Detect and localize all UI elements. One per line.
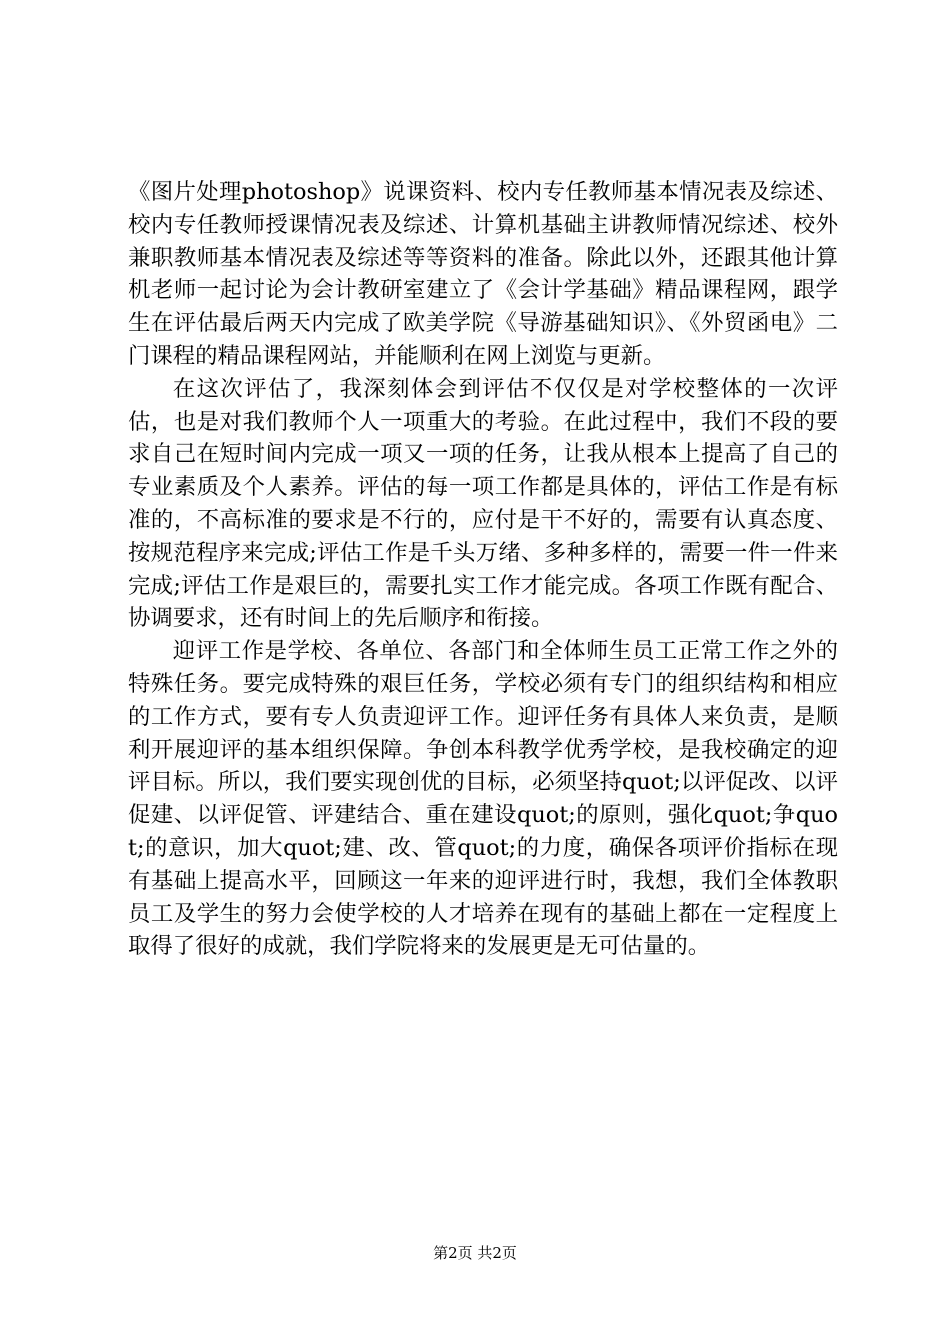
paragraph-evaluation-work: 迎评工作是学校、各单位、各部门和全体师生员工正常工作之外的特殊任务。要完成特殊的艰巨任务，学校必须有专门的组织结构和相应的工作方式，要有专人负责迎评工作。迎评任务有具体人来负责，是顺利开展迎评的基本组织保障。争创本科教学优秀学校，是我校确定的迎评目标。所以，我们要实现创优的目标，必须坚持quot;以评促改、以评促建、以评促管、评建结合、重在建设quot;的原则，强化quot;争quot;的意识，加大quot;建、改、管quot;的力度，确保各项评价指标在现有基础上提高水平，回顾这一年来的迎评进行时，我想，我们全体教职员工及学生的努力会使学校的人才培养在现有的基础上都在一定程度上取得了很好的成就，我们学院将来的发展更是无可估量的。 <box>128 638 838 960</box>
page-number-footer: 第2页 共2页 <box>433 1244 517 1262</box>
document-body <box>128 176 838 963</box>
paragraph-continuation: 《图片处理photoshop》说课资料、校内专任教师基本情况表及综述、校内专任教师授课情况表及综述、计算机基础主讲教师情况综述、校外兼职教师基本情况表及综述等等资料的准备。除此以外，还跟其他计算机老师一起讨论为会计教研室建立了《会计学基础》精品课程网，跟学生在评估最后两天内完成了欧美学院《导游基础知识》、《外贸函电》二门课程的精品课程网站，并能顺利在网上浏览与更新。 <box>128 179 838 369</box>
paragraph-evaluation-experience: 在这次评估了，我深刻体会到评估不仅仅是对学校整体的一次评估，也是对我们教师个人一项重大的考验。在此过程中，我们不段的要求自己在短时间内完成一项又一项的任务，让我从根本上提高了自己的专业素质及个人素养。评估的每一项工作都是具体的，评估工作是有标准的，不高标准的要求是不行的，应付是干不好的，需要有认真态度、按规范程序来完成;评估工作是千头万绪、多种多样的，需要一件一件来完成;评估工作是艰巨的，需要扎实工作才能完成。各项工作既有配合、协调要求，还有时间上的先后顺序和衔接。 <box>128 375 838 632</box>
